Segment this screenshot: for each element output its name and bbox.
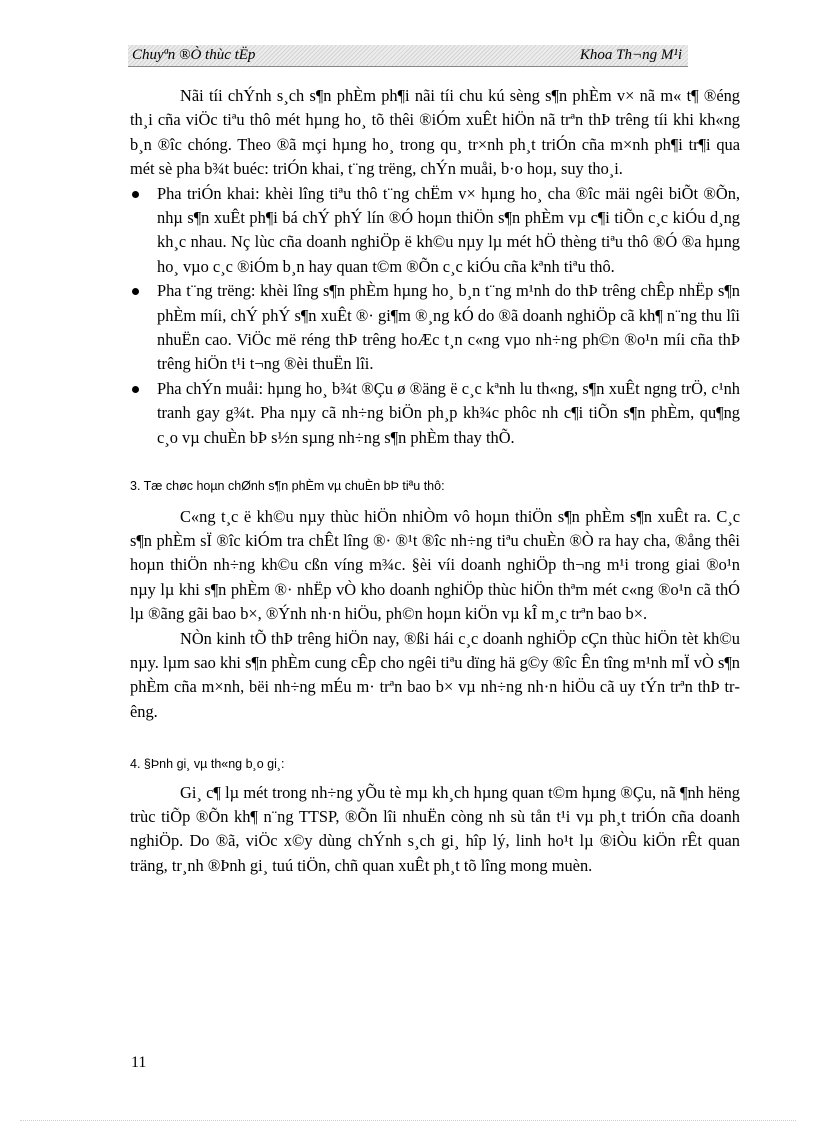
list-item xyxy=(130,279,740,377)
intro-paragraph: Nãi tíi chÝnh s¸ch s¶n phÈm ph¶i nãi tíi chu kú sèng s¶n phÈm v× nã m« t¶ ®éng th¸i cña viÖc tiªu thô mét hµng ho¸ tõ thêi ®iÓm xuÊt hiÖn nã trªn thÞ trêng tíi khi kh«ng b¸n ®îc chóng. Theo ®ã mçi hµng ho¸ trong qu¸ tr×nh ph¸t triÓn cña m×nh ph¶i tr¶i qua mét sè pha b¾t buéc: triÓn khai, t¨ng trëng, chÝn muåi, b·o hoµ, suy tho¸i. xyxy=(130,86,740,179)
list-item-text: Pha t¨ng trëng: khèi lîng s¶n phÈm hµng ho¸ b¸n t¨ng m¹nh do thÞ trêng chÊp nhËp s¶n phÈm míi, chÝ phÝ s¶n xuÊt ®· gi¶m ®¸ng kÓ do ®ã doanh nghiÖp cã kh¶ n¨ng thu lîi nhuËn cao. ViÖc më réng thÞ trêng hoÆc t¸n c«ng vµo nh÷ng ph©n ®o¹n míi cña thÞ trêng hiÖn t¹i t¬ng ®èi thuËn lîi. xyxy=(157,281,740,374)
page-bottom-divider xyxy=(20,1120,796,1121)
page-body xyxy=(130,84,740,878)
header-document-type: Chuyªn ®Ò thùc tËp xyxy=(132,47,256,63)
bullet-icon xyxy=(132,288,139,295)
section-3-heading: 3. Tæ chøc hoµn chØnh s¶n phÈm vµ chuÈn bÞ tiªu thô: xyxy=(130,479,445,494)
list-item-text: Pha triÓn khai: khèi lîng tiªu thô t¨ng chËm v× hµng ho¸ cha ®îc mäi ngêi biÕt ®Õn, nhµ s¶n xuÊt ph¶i bá chÝ phÝ lín ®Ó hoµn thiÖn s¶n phÈm vµ c¶i tiÕn c¸c kiÓu d¸ng kh¸c nhau. Nç lùc cña doanh nghiÖp ë kh©u nµy lµ mét hÖ thèng tiªu thô ®Ó ®a hµng ho¸ vµo c¸c ®iÓm b¸n hay quan t©m ®Õn c¸c kiÓu cña kªnh tiªu thô. xyxy=(157,183,740,276)
section-4-heading: 4. §Þnh gi¸ vµ th«ng b¸o gi¸: xyxy=(130,757,285,772)
bullet-icon xyxy=(132,386,139,393)
header-faculty: Khoa Th¬ng M¹i xyxy=(579,47,682,63)
list-item-text: Pha chÝn muåi: hµng ho¸ b¾t ®Çu ø ®äng ë c¸c kªnh lu th«ng, s¶n xuÊt ngng trÖ, c¹nh tranh gay g¾t. Pha nµy cã nh÷ng biÖn ph¸p kh¾c phôc nh c¶i tiÕn s¶n phÈm, qu¶ng c¸o vµ chuÈn bÞ s½n sµng nh÷ng s¶n phÈm thay thÕ. xyxy=(157,378,740,447)
list-item xyxy=(130,377,740,450)
section-4-paragraph-1: Gi¸ c¶ lµ mét trong nh÷ng yÕu tè mµ kh¸ch hµng quan t©m hµng ®Çu, nã ¶nh hëng trùc tiÕp ®Õn kh¶ n¨ng TTSP, ®Õn lîi nhuËn còng nh sù tån t¹i vµ ph¸t triÓn cña doanh nghiÖp. Do ®ã, viÖc x©y dùng chÝnh s¸ch gi¸ hîp lý, linh ho¹t lµ ®iÒu kiÖn rÊt quan träng, tr¸nh ®Þnh gi¸ tuú tiÖn, chñ quan xuÊt ph¸t tõ lîng mong muèn. xyxy=(130,782,740,875)
running-header xyxy=(128,45,688,67)
list-item xyxy=(130,182,740,280)
bullet-icon xyxy=(132,191,139,198)
page-number: 11 xyxy=(131,1054,147,1071)
section-3-paragraph-2: NÒn kinh tÕ thÞ trêng hiÖn nay, ®ßi hái c¸c doanh nghiÖp cÇn thùc hiÖn tèt kh©u nµy. lµm sao khi s¶n phÈm cung cÊp cho ngêi tiªu dïng hä g©y ®îc Ên tîng m¹nh mÏ vÒ s¶n phÈm cña m×nh, bëi nh÷ng mÉu m· trªn bao b× vµ nh÷ng nh·n hiÖu cã uy tÝn trªn thÞ trêng. xyxy=(130,628,740,721)
lifecycle-phase-list xyxy=(130,182,740,450)
section-3-paragraph-1: C«ng t¸c ë kh©u nµy thùc hiÖn nhiÒm vô hoµn thiÖn s¶n phÈm s¶n xuÊt ra. C¸c s¶n phÈm sÏ ®îc kiÓm tra chÊt lîng ®· ®¹t ®îc nh÷ng tiªu chuÈn ®Ò ra hay cha, ®ång thêi hoµn thiÖn nh÷ng kh©u cßn víng m¾c. §èi víi doanh nghiÖp th¬ng m¹i trong giai ®o¹n nµy lµ khi s¶n phÈm ®· nhËp vÒ kho doanh nghiÖp thùc hiÖn thªm mét c«ng ®o¹n cã thÓ lµ ®ãng gãi bao b×, ®Ýnh nh·n hiÖu, ph©n hoµn kiÖn vµ kÎ m¸c trªn bao b×. xyxy=(130,506,740,624)
